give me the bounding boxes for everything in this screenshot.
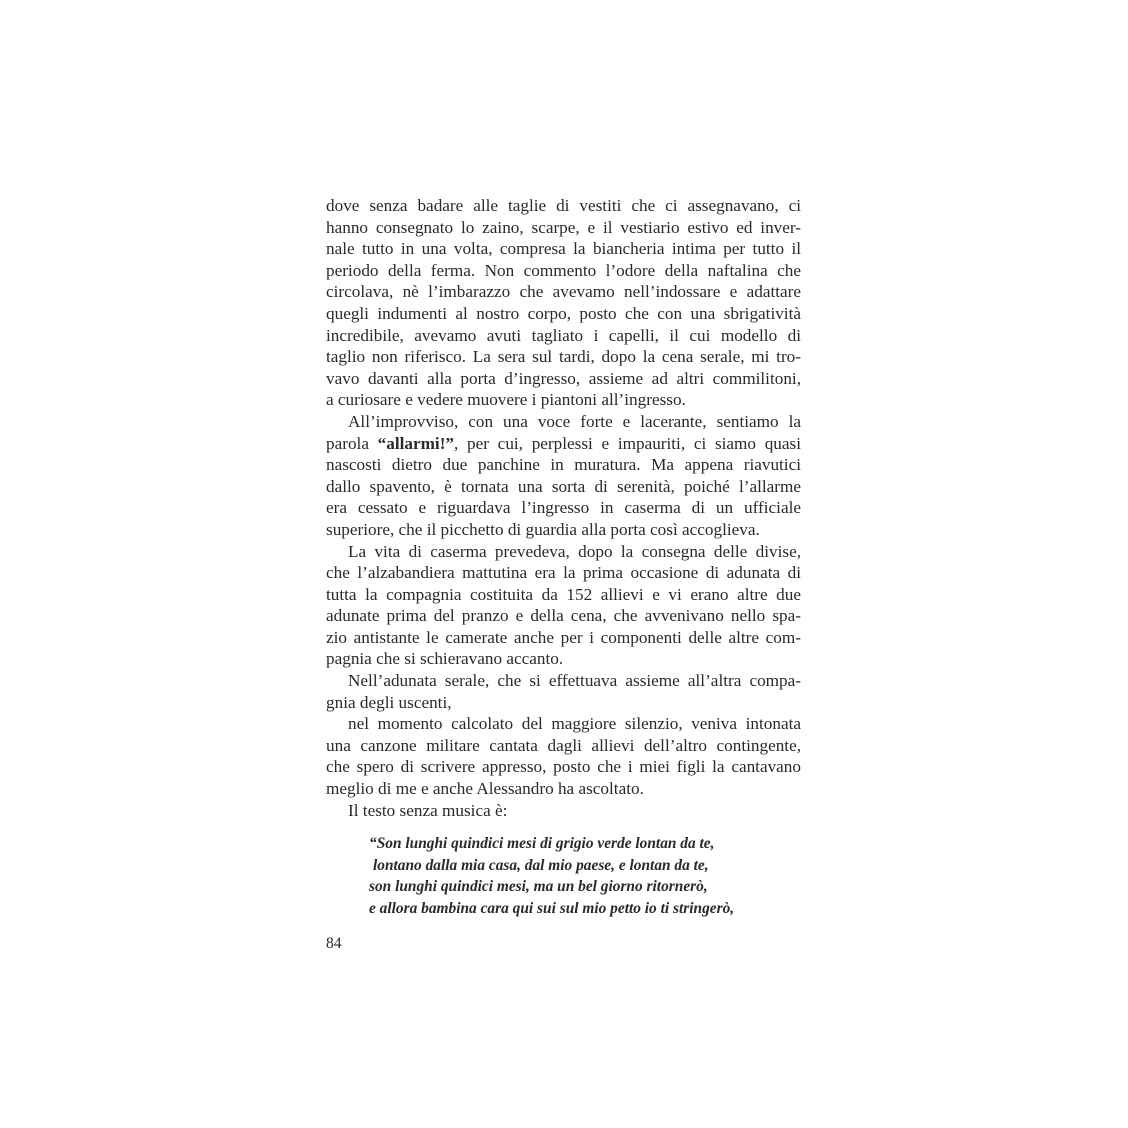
text-segment: , per cui, perplessi e impauriti, ci siamo quasi [454, 433, 801, 453]
text-line: Il testo senza musica è: [348, 800, 508, 820]
text-line: che l’alzabandiera mattutina era la prima occasione di adunata di [326, 563, 801, 583]
verse-line: “Son lunghi quindici mesi di grigio verde lontan da te, [369, 835, 715, 853]
paragraph-1 [326, 195, 801, 411]
bold-word: “allarmi!” [377, 433, 455, 453]
text-line: nale tutto in una volta, compresa la biancheria intima per tutto il [326, 239, 801, 259]
text-line: zio antistante le camerate anche per i componenti delle altre com- [326, 627, 801, 647]
text-line: una canzone militare cantata dagli allievi dell’altro contingente, [326, 735, 801, 755]
text-line: che spero di scrivere appresso, posto che i miei figli la cantavano [326, 757, 801, 777]
paragraph-4 [326, 670, 801, 713]
text-line: a curiosare e vedere muovere i piantoni all’ingresso. [326, 390, 686, 410]
text-line: era cessato e riguardava l’ingresso in caserma di un ufficiale [326, 498, 801, 518]
text-line: tutta la compagnia costituita da 152 allievi e vi erano altre due [326, 584, 801, 604]
text-line: incredibile, avevamo avuti tagliato i capelli, il cui modello di [326, 325, 801, 345]
text-line: All’improvviso, con una voce forte e lacerante, sentiamo la [348, 411, 801, 431]
text-line: adunate prima del pranzo e della cena, che avvenivano nello spa- [326, 606, 801, 626]
paragraph-6 [326, 800, 801, 822]
verse-line: son lunghi quindici mesi, ma un bel giorno ritornerò, [369, 878, 708, 896]
text-line: pagnia che si schieravano accanto. [326, 649, 564, 669]
text-line: vavo davanti alla porta d’ingresso, assieme ad altri commilitoni, [326, 368, 801, 388]
text-line: nel momento calcolato del maggiore silenzio, veniva intonata [348, 714, 801, 734]
text-line: hanno consegnato lo zaino, scarpe, e il vestiario estivo ed inver- [326, 217, 801, 237]
text-line: Nell’adunata serale, che si effettuava assieme all’altra compa- [348, 671, 801, 691]
body-text [326, 195, 801, 920]
text-line: dove senza badare alle taglie di vestiti che ci assegnavano, ci [326, 196, 801, 215]
song-verse [326, 833, 801, 919]
text-line: La vita di caserma prevedeva, dopo la consegna delle divise, [348, 541, 801, 561]
page-number: 84 [326, 935, 342, 952]
text-line: dallo spavento, è tornata una sorta di serenità, poiché l’allarme [326, 476, 801, 496]
text-segment: parola [326, 433, 378, 453]
text-line [326, 433, 801, 455]
text-line: circolava, nè l’imbarazzo che avevamo nell’indossare e adattare [326, 282, 801, 302]
text-line: nascosti dietro due panchine in muratura. Ma appena riavutici [326, 455, 801, 475]
spacer [326, 821, 801, 833]
paragraph-2 [326, 411, 801, 541]
text-line: superiore, che il picchetto di guardia alla porta così accoglieva. [326, 519, 760, 539]
verse-line: e allora bambina cara qui sui sul mio petto io ti stringerò, [369, 900, 735, 917]
text-line: taglio non riferisco. La sera sul tardi, dopo la cena serale, mi tro- [326, 347, 801, 367]
text-line: gnia degli uscenti, [326, 692, 452, 712]
verse-line: lontano dalla mia casa, dal mio paese, e lontan da te, [373, 856, 709, 874]
paragraph-5 [326, 713, 801, 799]
text-line: meglio di me e anche Alessandro ha ascoltato. [326, 779, 644, 799]
text-line: quegli indumenti al nostro corpo, posto che con una sbrigatività [326, 303, 801, 323]
paragraph-3 [326, 541, 801, 671]
text-line: periodo della ferma. Non commento l’odore della naftalina che [326, 260, 801, 280]
